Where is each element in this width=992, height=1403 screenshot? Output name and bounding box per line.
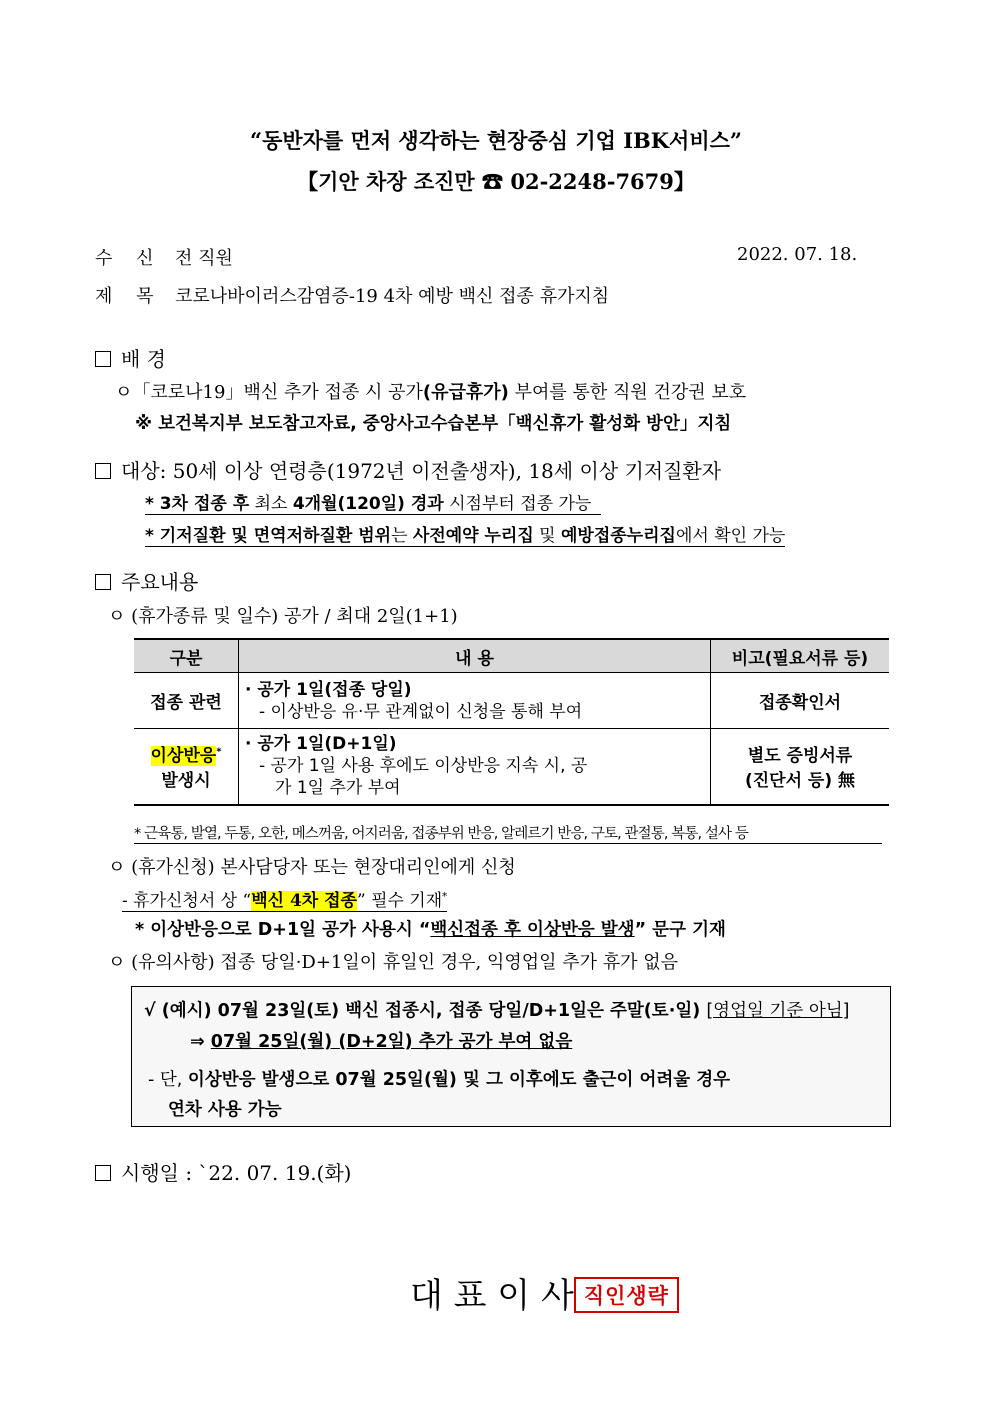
arrow-icon: ⇒ xyxy=(190,1032,211,1052)
background-line: ㅇ「코로나19」백신 추가 접종 시 공가(유급휴가) 부여를 통한 직원 건강권 보호 xyxy=(115,382,747,403)
example-box xyxy=(131,986,891,1127)
table-header-row xyxy=(134,639,889,673)
apply-line: ㅇ (휴가신청) 본사담당자 또는 현장대리인에게 신청 xyxy=(108,857,516,878)
table-row xyxy=(134,729,889,805)
row2-detail: - 공가 1일 사용 후에도 이상반응 지속 시, 공 xyxy=(259,756,588,777)
checkbox-square-icon xyxy=(95,1165,111,1181)
row2-note: 별도 증빙서류 (진단서 등) 無 xyxy=(711,729,890,805)
caution-line: ㅇ (유의사항) 접종 당일·D+1일이 휴일인 경우, 익영업일 추가 휴가 없음 xyxy=(108,952,679,973)
recipient: 전 직원 xyxy=(175,248,233,269)
symptoms-note: * 근육통, 발열, 두통, 오한, 메스꺼움, 어지러움, 접종부위 반응, 알레르기 반응, 구토, 관절통, 복통, 설사 등 xyxy=(134,822,882,844)
leave-type-line: ㅇ (휴가종류 및 일수) 공가 / 최대 2일(1+1) xyxy=(108,606,458,627)
example-line-2: ⇒ 07월 25일(월) (D+2일) 추가 공가 부여 없음 xyxy=(190,1032,573,1052)
background-heading: 배 경 xyxy=(95,343,166,372)
signature xyxy=(410,1268,679,1317)
target-note-1: * 3차 접종 후 최소 4개월(120일) 경과 시점부터 접종 가능 xyxy=(145,489,601,515)
checkbox-square-icon xyxy=(95,463,111,479)
apply-note: - 휴가신청서 상 “백신 4차 접종” 필수 기재* xyxy=(122,886,447,912)
checkbox-square-icon xyxy=(95,574,111,590)
subject: 코로나바이러스감염증-19 4차 예방 백신 접종 휴가지침 xyxy=(175,286,610,307)
example-line-3: - 단, 이상반응 발생으로 07월 25일(월) 및 그 이후에도 출근이 어려울 경우 xyxy=(148,1070,731,1090)
row1-detail: - 이상반응 유·무 관계없이 신청을 통해 부여 xyxy=(259,701,583,722)
recipient-label: 수 신 xyxy=(95,248,154,269)
table-header-content: 내 용 xyxy=(239,639,711,673)
example-line-4: 연차 사용 가능 xyxy=(168,1100,282,1120)
row1-item: · 공가 1일(접종 당일) xyxy=(245,679,412,700)
drafter-line: 【기안 차장 조진만 ☎ 02-2248-7679】 xyxy=(297,169,695,194)
row1-category: 접종 관련 xyxy=(134,673,239,729)
signature-title: 대 표 이 사 xyxy=(410,1276,574,1316)
leave-table xyxy=(134,638,889,806)
subject-label: 제 목 xyxy=(95,286,154,307)
main-heading: 주요내용 xyxy=(95,566,198,595)
target-heading: 대상: 50세 이상 연령층(1972년 이전출생자), 18세 이상 기저질환자 xyxy=(95,455,721,484)
example-line-1: √ (예시) 07월 23일(토) 백신 접종시, 접종 당일/D+1일은 주말(토·일) [영업일 기준 아님] xyxy=(144,1001,850,1021)
motto: “동반자를 먼저 생각하는 현장중심 기업 IBK서비스” xyxy=(250,128,742,153)
row2-detail-cont: 가 1일 추가 부여 xyxy=(275,778,401,799)
target-note-2: * 기저질환 및 면역저하질환 범위는 사전예약 누리집 및 예방접종누리집에서 확인 가능 xyxy=(145,521,785,547)
d1-note: * 이상반응으로 D+1일 공가 사용시 “백신접종 후 이상반응 발생” 문구 기재 xyxy=(135,920,726,940)
row1-content xyxy=(239,673,711,729)
row2-item: · 공가 1일(D+1일) xyxy=(245,734,397,755)
row2-category: 이상반응* 발생시 xyxy=(134,729,239,805)
table-header-note: 비고(필요서류 등) xyxy=(711,639,890,673)
document-date: 2022. 07. 18. xyxy=(737,244,858,265)
row1-note: 접종확인서 xyxy=(711,673,890,729)
checkbox-square-icon xyxy=(95,351,111,367)
table-row xyxy=(134,673,889,729)
effective-date: 시행일 : `22. 07. 19.(화) xyxy=(95,1157,351,1186)
seal-omitted-stamp: 직인생략 xyxy=(574,1277,679,1313)
background-note: ※ 보건복지부 보도참고자료, 중앙사고수습본부「백신휴가 활성화 방안」지침 xyxy=(135,414,732,434)
row2-content xyxy=(239,729,711,805)
table-header-category: 구분 xyxy=(134,639,239,673)
